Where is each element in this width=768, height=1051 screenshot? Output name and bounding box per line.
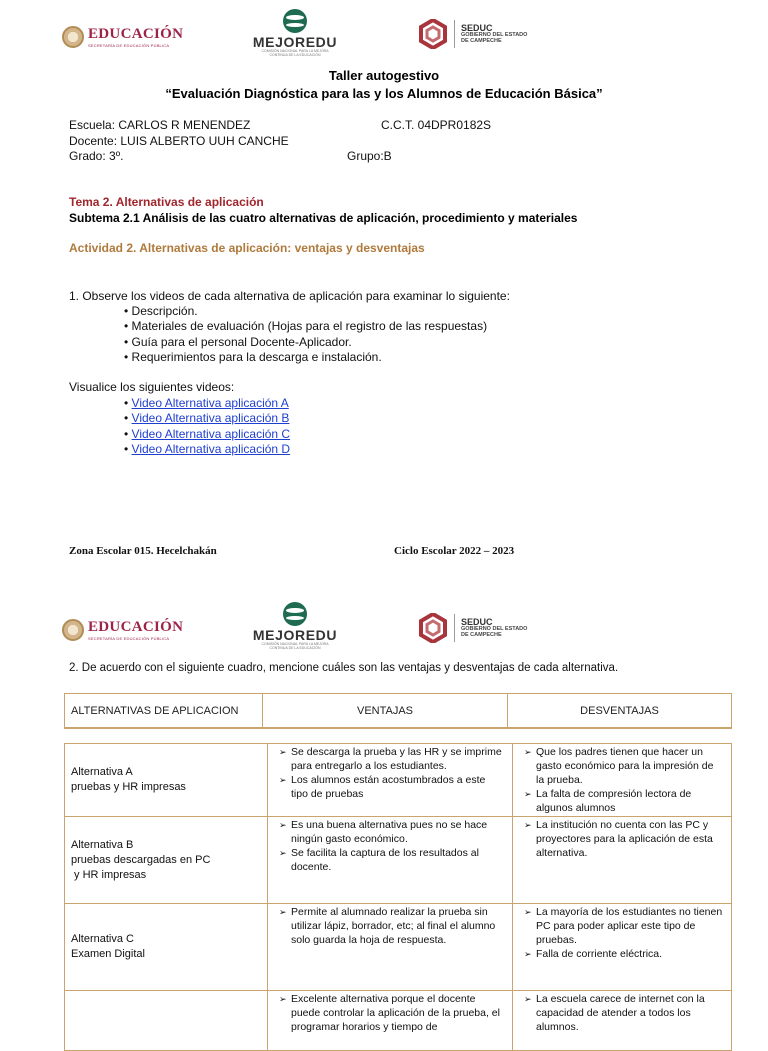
document-subtitle: “Evaluación Diagnóstica para las y los Alumnos de Educación Básica” xyxy=(165,86,603,101)
header-desventajas: DESVENTAJAS xyxy=(508,694,732,728)
table-row xyxy=(65,744,732,817)
seduc-mark-icon xyxy=(418,19,448,49)
list-item: ➢ Que los padres tienen que hacer un gasto económico para la impresión de la prueba. xyxy=(524,745,724,787)
educacion-logo-2 xyxy=(62,619,183,641)
cct-field: C.C.T. 04DPR0182S xyxy=(381,118,492,132)
ciclo-escolar: Ciclo Escolar 2022 – 2023 xyxy=(394,545,515,557)
table-row xyxy=(65,991,732,1051)
alternative-cell: Alternativa A pruebas y HR impresas xyxy=(65,744,268,817)
actividad-heading: Actividad 2. Alternativas de aplicación: ventajas y desventajas xyxy=(69,241,425,255)
escuela-field: Escuela: CARLOS R MENENDEZ xyxy=(69,118,251,132)
educacion-logo xyxy=(62,26,183,48)
list-item: ➢ Excelente alternativa porque el docente puede controlar la aplicación de la prueba, el programar horarios y tiempo de xyxy=(279,992,505,1034)
docente-field: Docente: LUIS ALBERTO UUH CANCHE xyxy=(69,134,289,148)
seduc-logo-subtext-2: DE CAMPECHE xyxy=(461,37,502,44)
alternative-cell: Alternativa C Examen Digital xyxy=(65,904,268,991)
list-item: ➢ La institución no cuenta con las PC y proyectores para la aplicación de esta alternativa. xyxy=(524,818,724,860)
ventajas-cell xyxy=(268,817,513,904)
seduc-logo-subtext-2: DE CAMPECHE xyxy=(461,631,502,638)
list-item: ➢ La mayoría de los estudiantes no tienen PC para poder aplicar este tipo de pruebas. xyxy=(524,905,724,947)
list-item: ➢ Se descarga la prueba y las HR y se imprime para entregarlo a los estudiantes. xyxy=(279,745,505,773)
visualice-text: Visualice los siguientes videos: xyxy=(69,380,235,394)
seduc-logo-text: SEDUC xyxy=(461,616,493,627)
step-1-text: 1. Observe los videos de cada alternativa de aplicación para examinar lo siguiente: xyxy=(69,289,510,303)
list-item: ➢ Falla de corriente eléctrica. xyxy=(524,947,724,961)
list-item: • Requerimientos para la descarga e instalación. xyxy=(124,349,382,364)
mejoredu-logo-text: MEJOREDU xyxy=(252,627,338,643)
list-item: • Guía para el personal Docente-Aplicador. xyxy=(124,334,352,349)
video-links: • Video Alternativa aplicación A • Video Alternativa aplicación B • Video Alternativa aplicación C • Video Alternativa aplicación D xyxy=(124,396,291,456)
seduc-logo-subtext-1: GOBIERNO DEL ESTADO xyxy=(461,625,528,632)
educacion-logo-text: EDUCACIÓN xyxy=(88,618,184,635)
list-item: ➢ Los alumnos están acostumbrados a este tipo de pruebas xyxy=(279,773,505,801)
seduc-mark-icon xyxy=(418,613,448,643)
header-ventajas: VENTAJAS xyxy=(263,694,508,728)
list-item: ➢ Permite al alumnado realizar la prueba sin utilizar lápiz, borrador, etc; al final el alumno solo guarda la hoja de respuesta. xyxy=(279,905,505,947)
ventajas-cell xyxy=(268,744,513,817)
alternatives-header-table xyxy=(64,693,732,728)
mejoredu-logo-text: MEJOREDU xyxy=(252,34,338,50)
alternative-cell: Alternativa B pruebas descargadas en PC y HR impresas xyxy=(65,817,268,904)
grado-field: Grado: 3º. xyxy=(69,149,124,163)
mejoredu-logo-subtext: COMISIÓN NACIONAL PARA LA MEJORA CONTINUA DE LA EDUCACIÓN xyxy=(261,642,329,650)
video-link-b[interactable]: Video Alternativa aplicación B xyxy=(131,411,290,426)
educacion-logo-subtext: SECRETARÍA DE EDUCACIÓN PÚBLICA xyxy=(88,635,170,641)
list-item: • Materiales de evaluación (Hojas para el registro de las respuestas) xyxy=(124,319,488,334)
seal-icon xyxy=(62,619,84,641)
list-item: ➢ La escuela carece de internet con la capacidad de atender a todos los alumnos. xyxy=(524,992,724,1034)
mejoredu-logo-subtext: COMISIÓN NACIONAL PARA LA MEJORA CONTINUA DE LA EDUCACIÓN xyxy=(261,49,329,57)
desventajas-cell xyxy=(513,817,732,904)
mejoredu-logo xyxy=(252,9,338,58)
table-row xyxy=(65,904,732,991)
subtema-heading: Subtema 2.1 Análisis de las cuatro alternativas de aplicación, procedimiento y materiales xyxy=(69,211,578,225)
grupo-field: Grupo:B xyxy=(347,149,392,163)
list-item: • Descripción. xyxy=(124,304,198,318)
seduc-logo-2 xyxy=(418,613,527,643)
desventajas-cell xyxy=(513,991,732,1051)
mejoredu-mark-icon xyxy=(283,602,307,626)
tema-heading: Tema 2. Alternativas de aplicación xyxy=(69,195,264,209)
seduc-logo-text: SEDUC xyxy=(461,22,493,33)
seduc-logo xyxy=(418,19,527,49)
mejoredu-mark-icon xyxy=(283,9,307,33)
seduc-logo-subtext-1: GOBIERNO DEL ESTADO xyxy=(461,31,528,38)
desventajas-cell xyxy=(513,904,732,991)
header-alternativas: ALTERNATIVAS DE APLICACION xyxy=(65,694,263,728)
zona-escolar: Zona Escolar 015. Hecelchakán xyxy=(69,545,217,557)
list-item: ➢ La falta de compresión lectora de algunos alumnos xyxy=(524,787,724,815)
document-title: Taller autogestivo xyxy=(328,68,440,83)
table-row xyxy=(65,817,732,904)
desventajas-cell xyxy=(513,744,732,817)
mejoredu-logo-2 xyxy=(252,602,338,651)
video-link-c[interactable]: Video Alternativa aplicación C xyxy=(131,426,291,441)
list-item: ➢ Se facilita la captura de los resultados al docente. xyxy=(279,846,505,874)
alternatives-table xyxy=(64,743,732,1051)
video-link-a[interactable]: Video Alternativa aplicación A xyxy=(131,396,289,410)
alternative-cell xyxy=(65,991,268,1051)
educacion-logo-text: EDUCACIÓN xyxy=(88,25,184,42)
header-underline xyxy=(64,727,732,729)
step-2-text: 2. De acuerdo con el siguiente cuadro, mencione cuáles son las ventajas y desventajas de cada alternativa. xyxy=(69,662,619,674)
step-1-list xyxy=(124,304,487,365)
ventajas-cell xyxy=(268,904,513,991)
video-link-d[interactable]: Video Alternativa aplicación D xyxy=(131,441,291,456)
educacion-logo-subtext: SECRETARÍA DE EDUCACIÓN PÚBLICA xyxy=(88,42,170,48)
ventajas-cell xyxy=(268,991,513,1051)
list-item: ➢ Es una buena alternativa pues no se hace ningún gasto económico. xyxy=(279,818,505,846)
seal-icon xyxy=(62,26,84,48)
